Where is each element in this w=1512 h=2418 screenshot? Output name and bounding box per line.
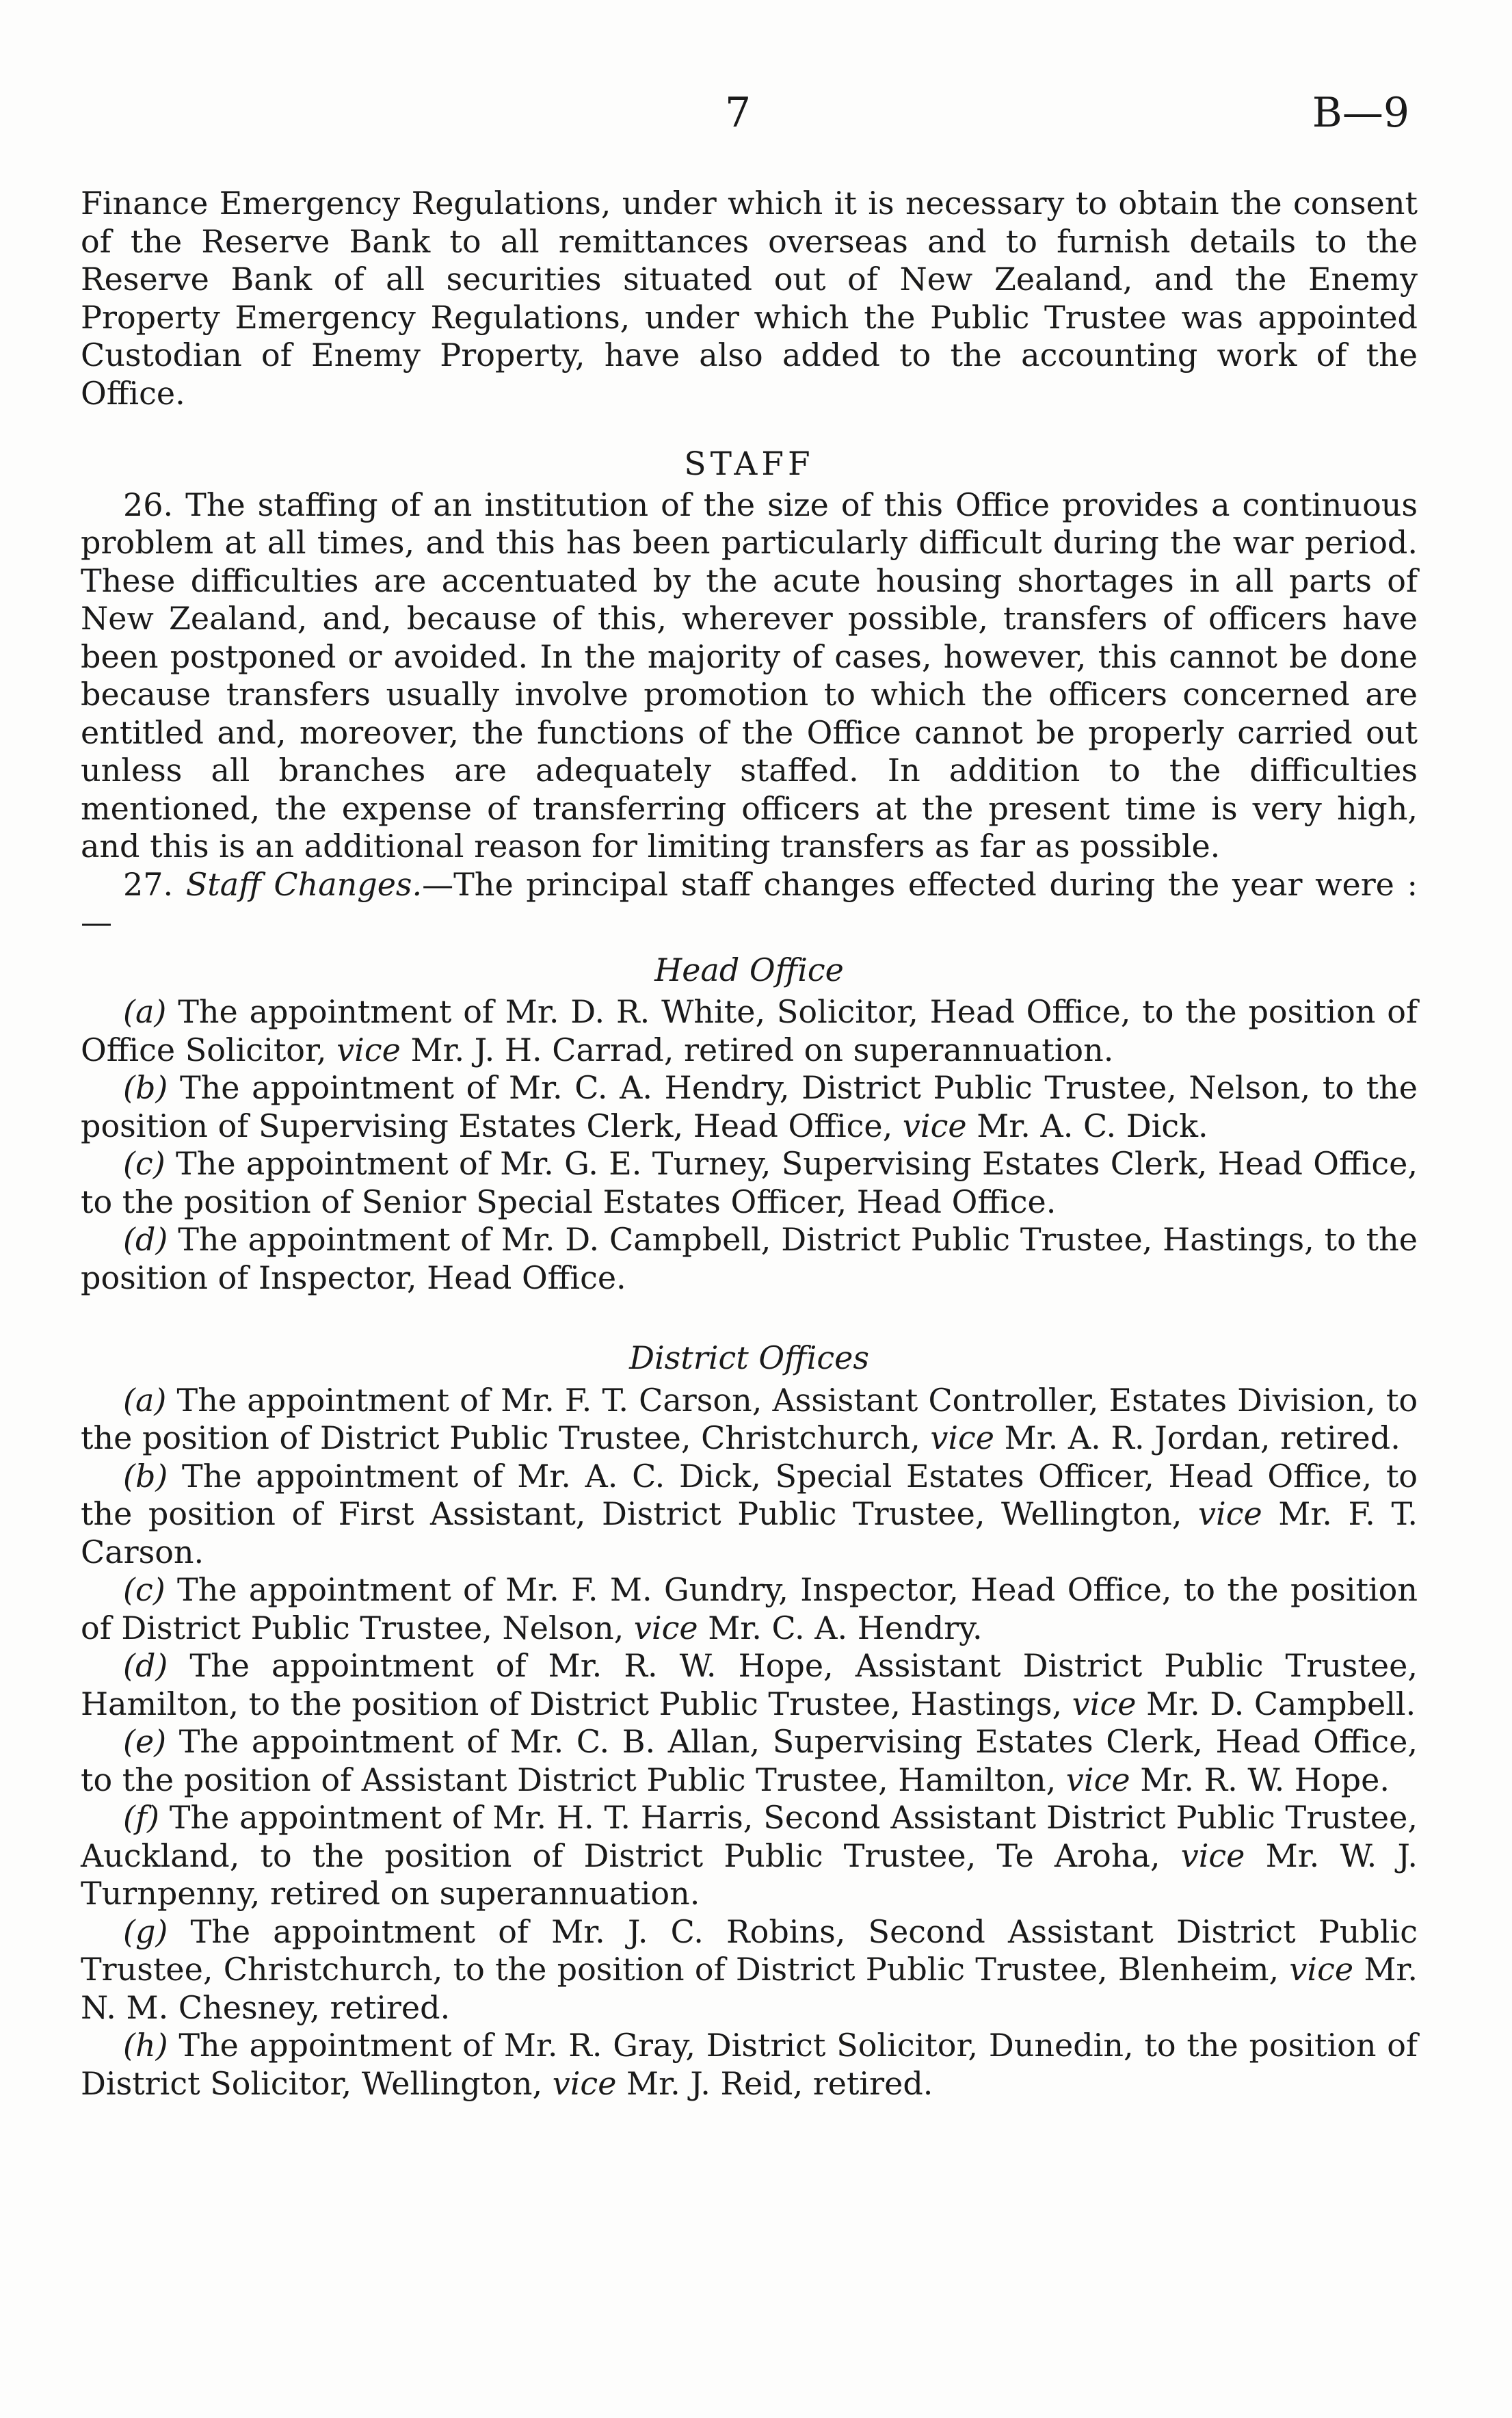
vice-word: vice (336, 1031, 401, 1068)
district-office-item (81, 1571, 1418, 1647)
item-label: (c) (123, 1571, 165, 1608)
item-text-after: Mr. F. T. Carson. (81, 1495, 1418, 1571)
item-text: The appointment of Mr. D. R. White, Solicitor, Head Office, to the position of Office Solicitor, (81, 993, 1418, 1068)
vice-word: vice (1072, 1685, 1137, 1722)
item-text: The appointment of Mr. R. W. Hope, Assistant District Public Trustee, Hamilton, to the position of District Public Trustee, Hastings, (81, 1647, 1418, 1722)
vice-word: vice (1180, 1837, 1245, 1874)
item-text: The appointment of Mr. D. Campbell, District Public Trustee, Hastings, to the position of Inspector, Head Office. (81, 1221, 1418, 1296)
paragraph-27-text: —The principal staff changes effected during the year were :— (81, 865, 1418, 941)
item-text-after: Mr. J. Reid, retired. (626, 2064, 933, 2102)
item-label: (d) (123, 1647, 168, 1684)
item-label: (a) (123, 1381, 167, 1419)
district-office-item (81, 1382, 1418, 1458)
item-label: (g) (123, 1913, 168, 1950)
vice-word: vice (1198, 1495, 1262, 1532)
vice-word: vice (1065, 1761, 1130, 1798)
item-text-after: Mr. W. J. Turnpenny, retired on superannuation. (81, 1837, 1418, 1912)
intro-paragraph: Finance Emergency Regulations, under which it is necessary to obtain the consent of the Reserve Bank to all remittances overseas and to furnish details to the Reserve Bank of all securities situated out of New Zealand, and the Enemy Property Emergency Regulations, under which the Public Trustee was appointed Custodian of Enemy Property, have also added to the accounting work of the Office. (81, 185, 1418, 412)
section-heading-staff: STAFF (684, 445, 814, 483)
item-text-after: Mr. D. Campbell. (1146, 1685, 1416, 1722)
document-code: B—9 (1312, 89, 1409, 137)
district-office-item (81, 1799, 1418, 1913)
item-text-after: Mr. C. A. Hendry. (708, 1609, 983, 1646)
district-office-item (81, 1723, 1418, 1799)
item-label: (a) (123, 993, 167, 1030)
item-text-after: Mr. J. H. Carrad, retired on superannuation. (410, 1031, 1114, 1068)
item-text: The appointment of Mr. F. T. Carson, Assistant Controller, Estates Division, to the position of District Public Trustee, Christchurch, (81, 1381, 1418, 1456)
head-office-item (81, 993, 1418, 1069)
vice-word: vice (902, 1107, 967, 1144)
item-label: (b) (123, 1457, 168, 1495)
subheading-head-office: Head Office (654, 951, 844, 988)
vice-word: vice (930, 1419, 995, 1456)
item-label: (f) (123, 1799, 159, 1836)
item-label: (h) (123, 2027, 168, 2064)
item-label: (c) (123, 1145, 165, 1182)
paragraph-27-number: 27. (123, 865, 174, 903)
subheading-district-offices: District Offices (629, 1339, 869, 1376)
head-office-item (81, 1069, 1418, 1145)
district-office-item (81, 1458, 1418, 1572)
item-text: The appointment of Mr. H. T. Harris, Second Assistant District Public Trustee, Auckland, to the position of District Public Trustee, Te Aroha, (81, 1799, 1418, 1874)
vice-word: vice (633, 1609, 698, 1646)
item-text: The appointment of Mr. G. E. Turney, Supervising Estates Clerk, Head Office, to the position of Senior Special Estates Officer, Head Office. (81, 1145, 1418, 1220)
district-office-item (81, 1647, 1418, 1723)
item-text-after: Mr. N. M. Chesney, retired. (81, 1951, 1418, 2026)
item-text-after: Mr. R. W. Hope. (1140, 1761, 1390, 1798)
item-label: (b) (123, 1069, 168, 1106)
page-number: 7 (725, 89, 752, 137)
paragraph-27-title: Staff Changes. (185, 865, 423, 903)
item-text: The appointment of Mr. J. C. Robins, Second Assistant District Public Trustee, Christchurch, to the position of District Public Trustee, Blenheim, (81, 1913, 1418, 1988)
item-text: The appointment of Mr. A. C. Dick, Special Estates Officer, Head Office, to the position of First Assistant, District Public Trustee, Wellington, (81, 1457, 1418, 1532)
item-text-after: Mr. A. R. Jordan, retired. (1004, 1419, 1401, 1456)
paragraph-27 (81, 866, 1418, 942)
item-text: The appointment of Mr. R. Gray, District Solicitor, Dunedin, to the position of District Solicitor, Wellington, (81, 2027, 1418, 2102)
item-text-after: Mr. A. C. Dick. (977, 1107, 1208, 1144)
district-office-item (81, 2027, 1418, 2103)
district-office-item (81, 1913, 1418, 2027)
item-label: (d) (123, 1221, 168, 1258)
item-text: The appointment of Mr. F. M. Gundry, Inspector, Head Office, to the position of District Public Trustee, Nelson, (81, 1571, 1418, 1646)
page-body (81, 185, 1418, 2103)
paragraph-26: 26. The staffing of an institution of the size of this Office provides a continuous problem at all times, and this has been particularly difficult during the war period. These difficulties are accentuated by the acute housing shortages in all parts of New Zealand, and, because of this, wherever possible, transfers of officers have been postponed or avoided. In the majority of cases, however, this cannot be done because transfers usually involve promotion to which the officers concerned are entitled and, moreover, the functions of the Office cannot be properly carried out unless all branches are adequately staffed. In addition to the difficulties mentioned, the expense of transferring officers at the present time is very high, and this is an additional reason for limiting transfers as far as possible. (81, 486, 1418, 865)
item-text: The appointment of Mr. C. B. Allan, Supervising Estates Clerk, Head Office, to the position of Assistant District Public Trustee, Hamilton, (81, 1723, 1418, 1798)
head-office-item (81, 1221, 1418, 1297)
vice-word: vice (552, 2064, 617, 2102)
page-header (0, 89, 1512, 144)
head-office-item (81, 1145, 1418, 1221)
item-text: The appointment of Mr. C. A. Hendry, District Public Trustee, Nelson, to the position of Supervising Estates Clerk, Head Office, (81, 1069, 1418, 1144)
vice-word: vice (1289, 1951, 1354, 1988)
item-label: (e) (123, 1723, 167, 1760)
